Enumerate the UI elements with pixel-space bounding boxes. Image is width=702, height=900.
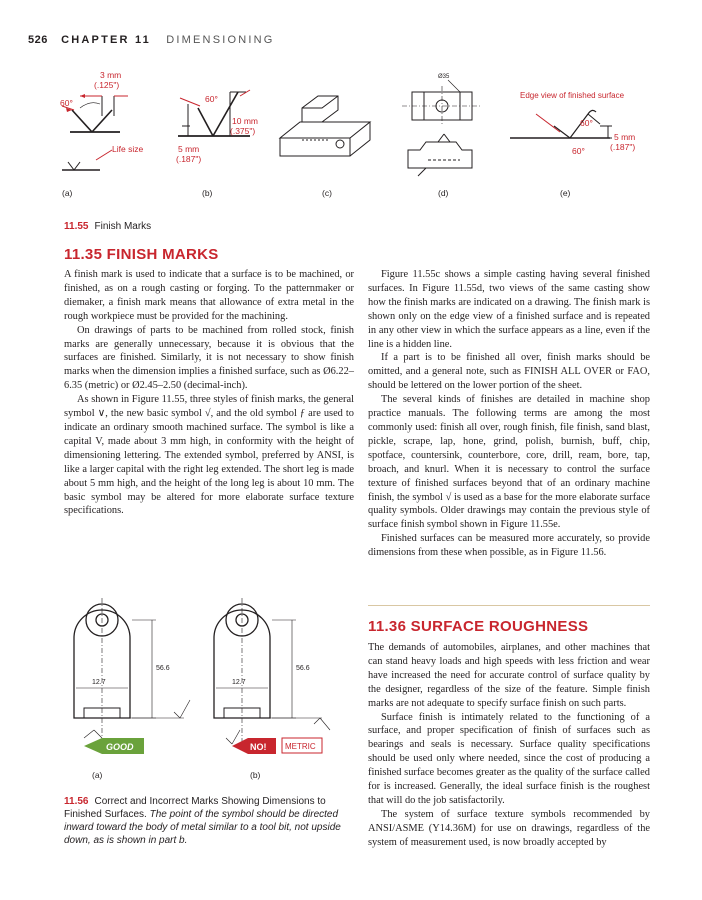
running-header	[28, 34, 275, 46]
page-number: 526	[28, 34, 48, 46]
fig-b-angle: 60°	[205, 94, 218, 104]
fig56-dim-b2: 12.7	[232, 679, 246, 686]
paragraph: Figure 11.55c shows a simple casting having several finished surfaces. In Figure 11.55d, two views of the same casting show how the finish marks are indicated on a drawing. The finish mark is shown only on the edge view of a finished surface and is repeated in any other view in which the surface appears as a line, even if the line is a hidden line.	[368, 269, 650, 350]
figure-11-56	[64, 588, 344, 786]
figure-11-56-caption-number: 11.56	[64, 796, 89, 807]
paragraph: On drawings of parts to be machined from rolled stock, finish marks are generally unnecessary, because it is obvious that the surfaces are finished. Similarly, it is not necessary to show finish marks when the dimension implies a finished surface, such as Ø6.22–6.35 (metric) or Ø2.45–2.50 (decimal-inch).	[64, 324, 354, 392]
section-11-36-heading: 11.36 SURFACE ROUGHNESS	[368, 618, 589, 635]
fig-panel-b: (b)	[202, 188, 213, 198]
fig-d-views	[402, 80, 482, 176]
fig-e-dim-in: (.187")	[610, 142, 636, 152]
fig-e-edge-label: Edge view of finished surface	[520, 91, 625, 100]
fig-d-diameter: Ø35	[438, 74, 450, 80]
fig56-dim-b1: 56.6	[296, 665, 310, 672]
paragraph: Surface finish is intimately related to the functioning of a surface, and proper specification of finish of surfaces such as bearings and seals is necessary. Surface quality specifications should be used only where needed, since the cost of producing a finished surface becomes greater as the quality of the surface called for is increased. Generally, the ideal surface finish is the roughest that will do the job satisfactorily.	[368, 711, 650, 806]
fig-a-dim-top-in: (.125")	[94, 80, 120, 90]
fig56-dim-a2: 12.7	[92, 679, 106, 686]
fig-b-dim1: 10 mm	[232, 116, 258, 126]
fig-b-dim2-in: (.187")	[176, 154, 202, 164]
good-label: GOOD	[106, 742, 134, 752]
fig56-panel-a: (a)	[92, 770, 103, 780]
fig-e-dim: 5 mm	[614, 132, 636, 142]
section-11-36-column	[368, 641, 650, 850]
fig-c-casting	[280, 96, 370, 156]
section-label: DIMENSIONING	[166, 34, 275, 46]
figure-11-55-caption-number: 11.55	[64, 221, 89, 232]
paragraph: The demands of automobiles, airplanes, and other machines that can stand heavy loads and high speeds with less friction and wear have increased the need for accurate control of surface quality by the designer, regardless of the size of the feature. Simple finish marks are not adequate to specify surface finish on such parts.	[368, 642, 650, 709]
chapter-label: CHAPTER 11	[61, 34, 151, 46]
figure-11-55	[40, 66, 640, 206]
section-divider	[368, 605, 650, 606]
figure-11-56-caption-body: The point of the symbol should be directed inward toward the body of metal similar to a tool bit, not upside down, as is shown in part b.	[64, 809, 341, 846]
fig-panel-e: (e)	[560, 188, 571, 198]
fig-b-dim1-in: (.375")	[230, 126, 256, 136]
fig56-panel-b: (b)	[250, 770, 261, 780]
fig-e-symbol	[510, 110, 612, 138]
fig-panel-c: (c)	[322, 188, 332, 198]
fig-b-dim2: 5 mm	[178, 144, 200, 154]
fig-a-dim-top: 3 mm	[100, 70, 122, 80]
section-11-35-heading: 11.35 FINISH MARKS	[64, 246, 219, 263]
fig-panel-d: (d)	[438, 188, 449, 198]
fig-e-angle2: 60°	[572, 146, 585, 156]
fig-a-life: Life size	[112, 144, 144, 154]
fig56-dim-a1: 56.6	[156, 665, 170, 672]
fig-e-angle1: 60°	[580, 118, 593, 128]
figure-11-55-caption	[64, 221, 151, 232]
paragraph: As shown in Figure 11.55, three styles of finish marks, the general symbol ∨, the new basic symbol √, and the old symbol ƒ are used to indicate an ordinary smooth machined surface. The symbol is like a capital V, made about 3 mm high, in conformity with the height of dimensioning lettering. The extended symbol, preferred by ANSI, is like a larger capital with the right leg extended. The short leg is made about 5 mm high, and the height of the long leg is about 10 mm. The basic symbol may be altered for more elaborate surface texture specifications.	[64, 394, 354, 517]
figure-11-55-caption-text: Finish Marks	[94, 221, 152, 232]
fig-panel-a: (a)	[62, 188, 73, 198]
section-11-35-left-column	[64, 268, 354, 518]
paragraph: The several kinds of finishes are detailed in machine shop practice manuals. The following terms are among the most commonly used: finish all over, rough finish, file finish, sand blast, pickle, scrape, lap, hone, grind, polish, burnish, buff, chip, spotface, countersink, counterbore, core, drill, ream, bore, tap, broach, and knurl. When it is necessary to control the surface texture of finished surfaces beyond that of an ordinary machine finish, the symbol √ is used as a base for the more elaborate surface quality symbols. Older drawings may contain the previous style of surface finish symbol shown in Figure 11.55e.	[368, 394, 650, 531]
figure-11-56-caption	[64, 795, 344, 847]
paragraph: If a part is to be finished all over, finish marks should be omitted, and a general note, such as FINISH ALL OVER or FAO, should be lettered on the lower portion of the sheet.	[368, 352, 650, 392]
no-label: NO!	[250, 742, 267, 752]
figure-11-56-caption-title: Correct and Incorrect Marks Showing Dimensions to Finished Surfaces.	[64, 796, 326, 820]
section-11-35-right-column	[368, 268, 650, 560]
paragraph: The system of surface texture symbols recommended by ANSI/ASME (Y14.36M) for use on drawings, regardless of the system of measurement used, is now broadly accepted by	[368, 808, 650, 848]
fig-a-angle: 60°	[60, 98, 73, 108]
metric-label: METRIC	[285, 742, 316, 751]
paragraph: Finished surfaces can be measured more accurately, so provide dimensions from these when possible, as in Figure 11.56.	[368, 533, 650, 559]
paragraph: A finish mark is used to indicate that a surface is to be machined, or finished, as on a rough casting or forging. To the patternmaker or diemaker, a finish mark means that allowance of extra metal in the rough workpiece must be provided for the machining.	[64, 269, 354, 322]
